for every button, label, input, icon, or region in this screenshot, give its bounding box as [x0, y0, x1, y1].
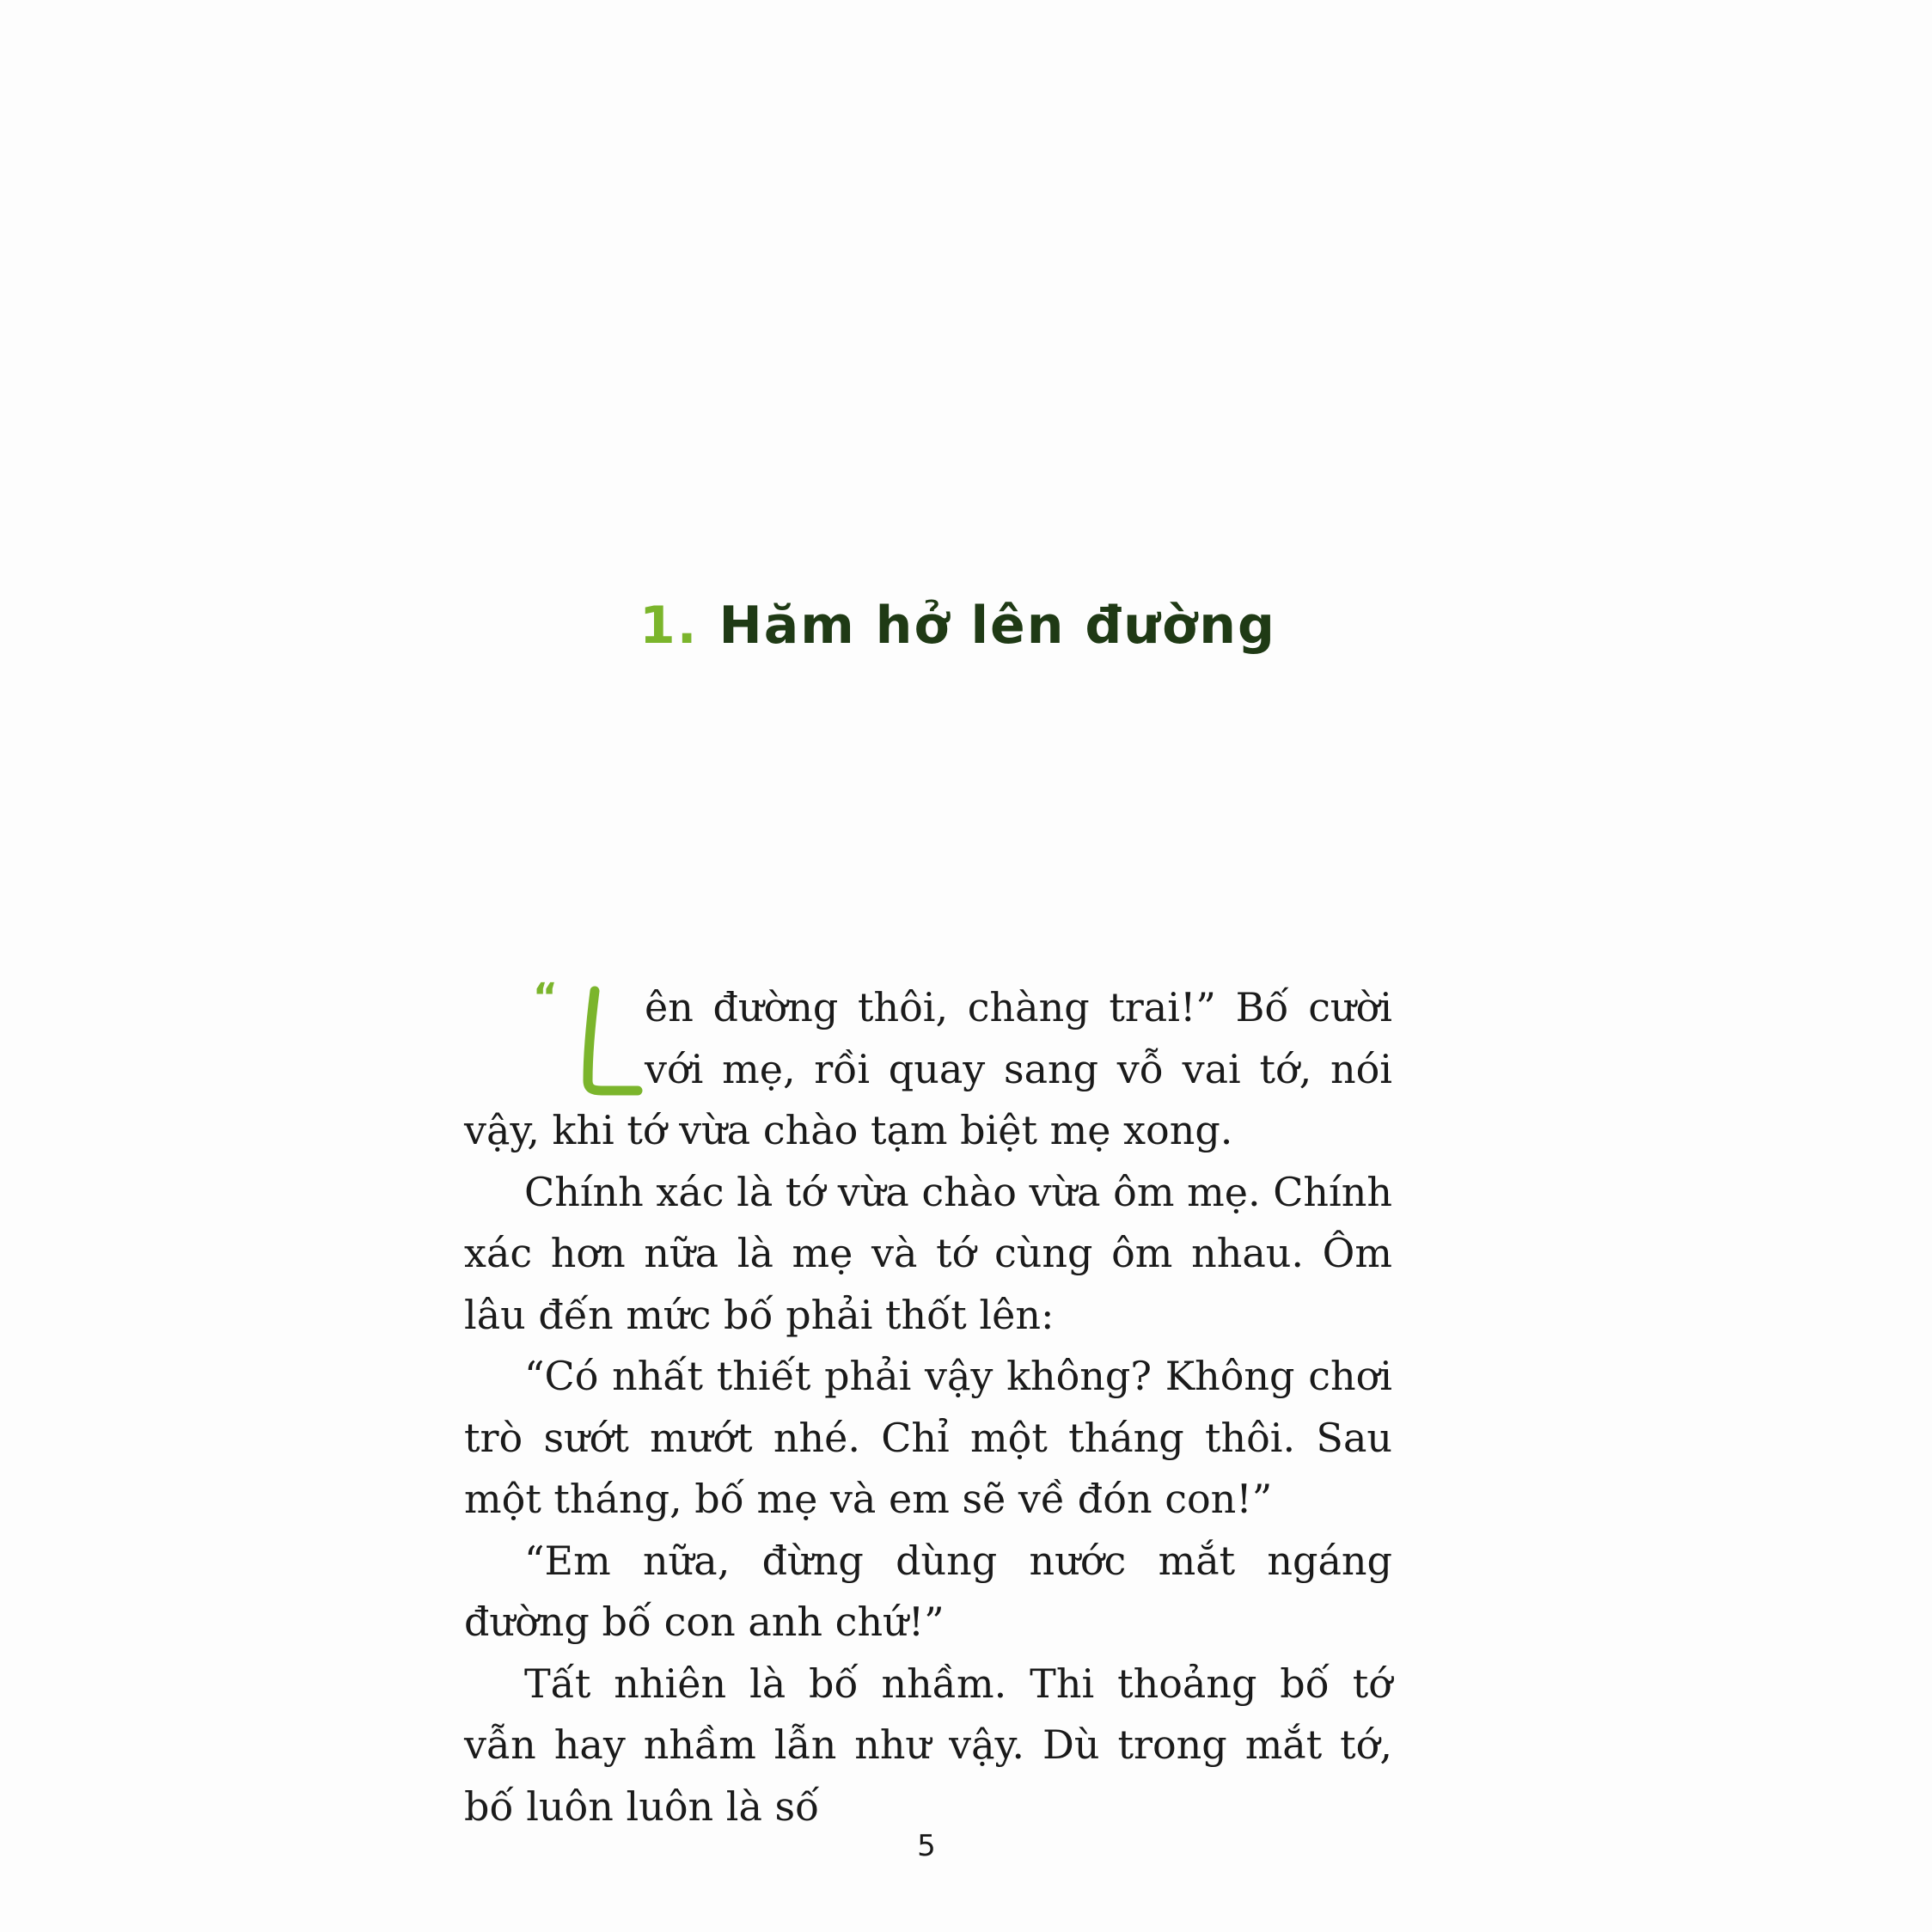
paragraph-4: “Em nữa, đừng dùng nước mắt ngáng đường bố con anh chứ!”	[464, 1537, 1392, 1645]
chapter-title: Hăm hở lên đường	[718, 596, 1276, 656]
paragraph-3: “Có nhất thiết phải vậy không? Không chơi trò sướt mướt nhé. Chỉ một tháng thôi. Sau một tháng, bố mẹ và em sẽ về đón con!”	[464, 1353, 1392, 1522]
paragraph-2: Chính xác là tớ vừa chào vừa ôm mẹ. Chính xác hơn nữa là mẹ và tớ cùng ôm nhau. Ôm lâu đến mức bố phải thốt lên:	[464, 1168, 1392, 1338]
paragraph-1	[464, 977, 1392, 1162]
page-number: 5	[917, 1829, 936, 1863]
chapter-body	[464, 977, 1392, 1837]
drop-cap-letter	[576, 984, 645, 1096]
paragraph-5: Tất nhiên là bố nhầm. Thi thoảng bố tớ vẫn hay nhầm lẫn như vậy. Dù trong mắt tớ, bố luôn luôn là số	[464, 1660, 1392, 1830]
chapter-number: 1.	[639, 596, 699, 656]
drop-cap	[464, 977, 645, 1100]
paragraph-1-text: ên đường thôi, chàng trai!” Bố cười với mẹ, rồi quay sang vỗ vai tớ, nói vậy, khi tớ vừa chào tạm biệt mẹ xong.	[464, 984, 1392, 1153]
chapter-heading	[639, 591, 1276, 660]
open-quote-icon: “	[533, 975, 558, 1019]
